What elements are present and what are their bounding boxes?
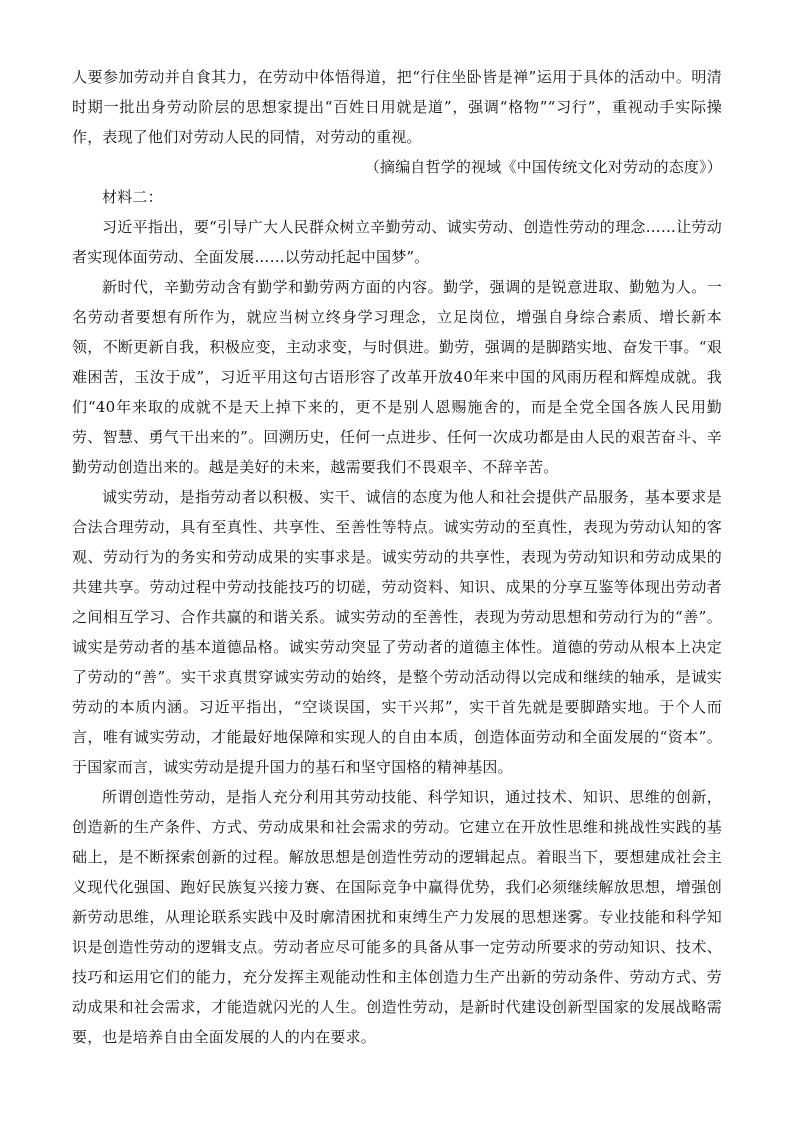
source-citation: （摘编自哲学的视域《中国传统文化对劳动的态度》） (364, 158, 722, 176)
material-heading: 材料二： (102, 188, 163, 206)
document-page (72, 62, 722, 1052)
paragraph-hardworking-labor: 新时代，辛勤劳动含有勤学和勤劳两方面的内容。勤学，强调的是锐意进取、勤勉为人。一名劳动者要想有所作为，就应当树立终身学习理念，立足岗位，增强自身综合素质、增长新本领，不断更新自我，积极应变，主动求变，与时俱进。勤劳，强调的是脚踏实地、奋发干事。“艰难困苦，玉汝于成”，习近平用这句古语形容了改革开放40年来中国的风雨历程和辉煌成就。我们“40年来取的成就不是天上掉下来的，更不是别人恩赐施舍的，而是全党全国各族人民用勤劳、智慧、勇气干出来的”。回溯历史，任何一点进步、任何一次成功都是由人民的艰苦奋斗、辛勤劳动创造出来的。越是美好的未来，越需要我们不畏艰辛、不辞辛苦。 (72, 278, 722, 476)
paragraph-continuation: 人要参加劳动并自食其力，在劳动中体悟得道，把“行住坐卧皆是禅”运用于具体的活动中。明清时期一批出身劳动阶层的思想家提出“百姓日用就是道”，强调“格物”“习行”，重视动手实际操作，表现了他们对劳动人民的同情，对劳动的重视。 (72, 68, 722, 146)
paragraph-quote: 习近平指出，要“引导广大人民群众树立辛勤劳动、诚实劳动、创造性劳动的理念……让劳动者实现体面劳动、全面发展……以劳动托起中国梦”。 (72, 218, 722, 266)
paragraph-honest-labor: 诚实劳动，是指劳动者以积极、实干、诚信的态度为他人和社会提供产品服务，基本要求是合法合理劳动，具有至真性、共享性、至善性等特点。诚实劳动的至真性，表现为劳动认知的客观、劳动行为的务实和劳动成果的实事求是。诚实劳动的共享性，表现为劳动知识和劳动成果的共建共享。劳动过程中劳动技能技巧的切磋，劳动资料、知识、成果的分享互鉴等体现出劳动者之间相互学习、合作共赢的和谐关系。诚实劳动的至善性，表现为劳动思想和劳动行为的“善”。诚实是劳动者的基本道德品格。诚实劳动突显了劳动者的道德主体性。道德的劳动从根本上决定了劳动的“善”。实干求真贯穿诚实劳动的始终，是整个劳动活动得以完成和继续的轴承，是诚实劳动的本质内涵。习近平指出，“空谈误国，实干兴邦”，实干首先就是要脚踏实地。于个人而言，唯有诚实劳动，才能最好地保障和实现人的自由本质，创造体面劳动和全面发展的“资本”。于国家而言，诚实劳动是提升国力的基石和坚守国格的精神基因。 (72, 488, 722, 776)
paragraph-creative-labor: 所谓创造性劳动，是指人充分利用其劳动技能、科学知识，通过技术、知识、思维的创新，创造新的生产条件、方式、劳动成果和社会需求的劳动。它建立在开放性思维和挑战性实践的基础上，是不断探索创新的过程。解放思想是创造性劳动的逻辑起点。着眼当下，要想建成社会主义现代化强国、跑好民族复兴接力赛、在国际竞争中赢得优势，我们必须继续解放思想，增强创新劳动思维，从理论联系实践中及时廓清困扰和束缚生产力发展的思想迷雾。专业技能和科学知识是创造性劳动的逻辑支点。劳动者应尽可能多的具备从事一定劳动所要求的劳动知识、技术、技巧和运用它们的能力，充分发挥主观能动性和主体创造力生产出新的劳动条件、劳动方式、劳动成果和社会需求，才能造就闪光的人生。创造性劳动，是新时代建设创新型国家的发展战略需要，也是培养自由全面发展的人的内在要求。 (72, 788, 722, 1046)
